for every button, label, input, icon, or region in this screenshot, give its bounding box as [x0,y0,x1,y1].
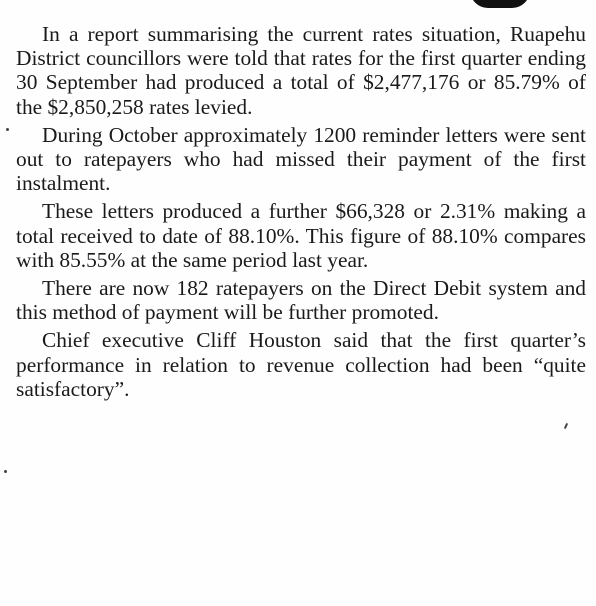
article-body [16,22,586,405]
paragraph-chief-executive: Chief executive Cliff Houston said that the first quarter’s performance in relation to revenue collection had been “quite satisfactory”. [16,328,586,401]
paragraph-direct-debit: There are now 182 ratepayers on the Direct Debit system and this method of payment will be further promoted. [16,276,586,325]
print-speck [4,470,7,473]
headline-fragment [470,0,530,8]
paragraph-letters-result: These letters produced a further $66,328 or 2.31% making a total received to date of 88.10%. This figure of 88.10% compares with 85.55% at the same period last year. [16,199,586,272]
paragraph-reminder-letters: During October approximately 1200 reminder letters were sent out to ratepayers who had missed their payment of the first instalment. [16,122,586,196]
print-speck [6,128,9,131]
print-speck [564,423,568,429]
paragraph-rates-report: In a report summarising the current rates situation, Ruapehu District councillors were told that rates for the first quarter ending 30 September had produced a total of $2,477,176 or 85.79% of the $2,850,258 rates levied. [16,22,586,119]
